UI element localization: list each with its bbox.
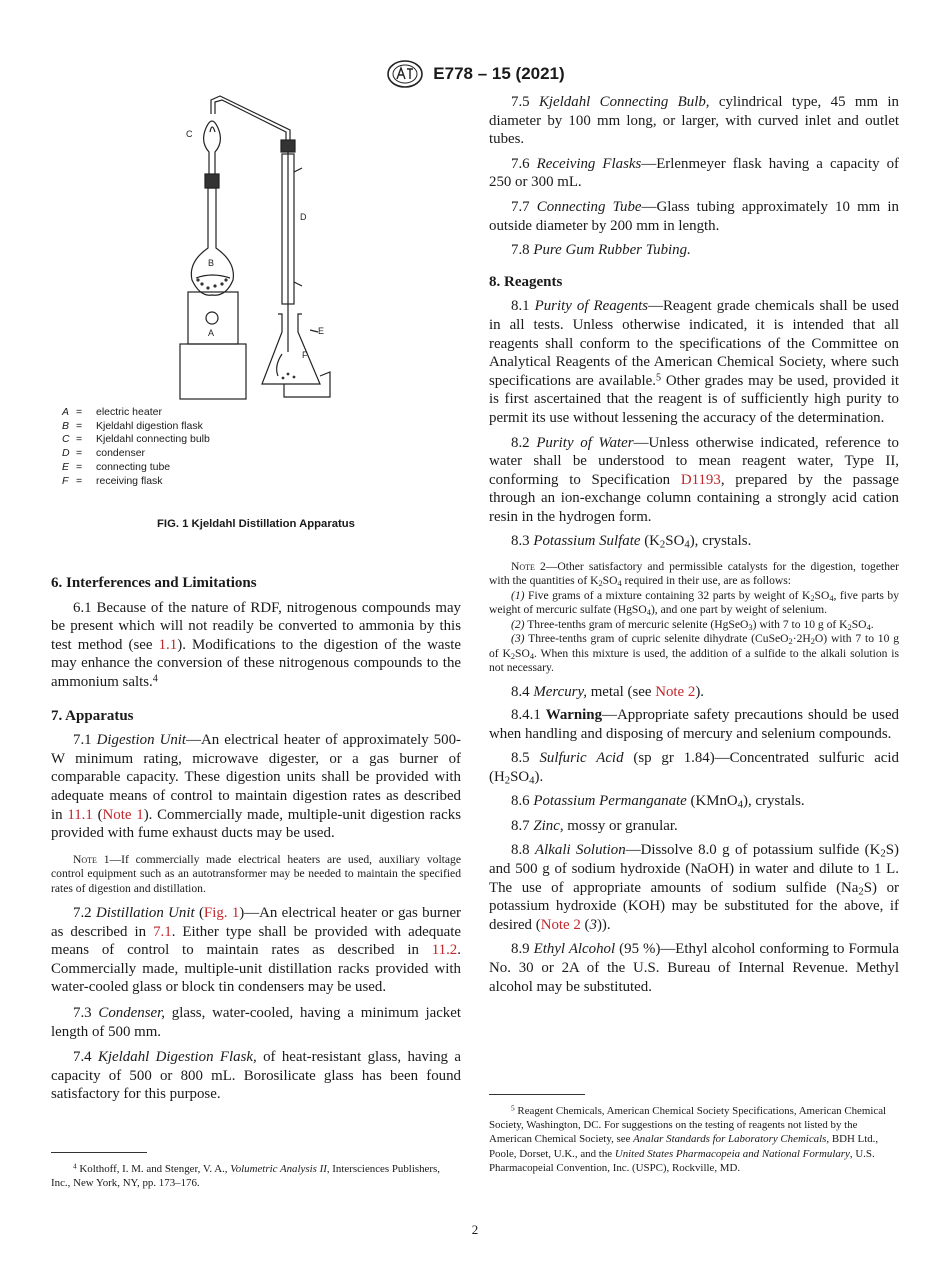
section-6-heading: 6. Interferences and Limitations [51, 575, 257, 591]
ref-link[interactable]: Note 2 [540, 916, 581, 933]
paragraph-7-2: 7.2 Distillation Unit (Fig. 1)—An electrical heater or gas burner as described in 7.1. Either type shall be provided with adequate means of control to maintain rates as described in 11.2. Commercially made, multiple-unit distillation racks provided with water-cooled glass or block tin condensers may be used. [51, 904, 462, 996]
ref-link[interactable]: Note 1 [102, 806, 144, 823]
paragraph-6-1: 6.1 Because of the nature of RDF, nitrogenous compounds may be present which will not readily be converted to ammonia by this test method (see 1.1). Modifications to the digestion of the waste may enhance the conversion of these nitrogenous compounds to the ammonium salts.$^4$ [51, 599, 462, 690]
legend-row: B = Kjeldahl digestion flask [62, 419, 203, 432]
paragraph-7-4: 7.4 Kjeldahl Digestion Flask, of heat-resistant glass, having a capacity of 500 or 800 mL. Borosilicate glass has been found satisfactory for this purpose. [51, 1049, 461, 1103]
legend-row: E = connecting tube [62, 460, 171, 473]
paragraph-8-5: 8.5 Sulfuric Acid (sp gr 1.84)—Concentrated sulfuric acid $(H_2SO_4)$. [489, 750, 899, 787]
footnote-4: $^4$ Kolthoff, I. M. and Stenger, V. A., Volumetric Analysis II, Intersciences Publishers, Inc., New York, NY, pp. 173–176. [51, 1161, 440, 1190]
receiving-flask-shape [262, 314, 320, 384]
figure-label-c: C [186, 129, 193, 139]
paragraph-7-6: 7.6 Receiving Flasks—Erlenmeyer flask having a capacity of 250 or 300 mL. [489, 155, 899, 191]
connecting-bulb-shape [204, 121, 221, 174]
ref-link[interactable]: 7.1 [153, 923, 172, 940]
footnote-5: $^5$ Reagent Chemicals, American Chemical Society Specifications, American Chemical Society, Washington, DC. For suggestions on the testing of reagents not listed by the American Chemical Society, see Analar Standards for Laboratory Chemicals, BDH Ltd., Poole, Dorset, U.K., and the United States Pharmacopeia and National Formulary, U.S. Pharmacopeial Convention, Inc. (USPC), Rockville, MD. [489, 1103, 887, 1174]
heater-base-shape [180, 344, 246, 399]
ref-link[interactable]: Fig. 1 [203, 904, 240, 921]
paragraph-8-6: 8.6 Potassium Permanganate (KMnO$_4$), crystals. [511, 793, 805, 811]
paragraph-7-3: 7.3 Condenser, glass, water-cooled, having a minimum jacket length of 500 mm. [51, 1004, 461, 1040]
section-7-heading: 7. Apparatus [51, 707, 134, 724]
footnote-rule [51, 1152, 147, 1153]
section-8-heading: 8. Reagents [489, 273, 563, 290]
paragraph-8-8: 8.8 Alkali Solution—Dissolve 8.0 g of potassium sulfide $(K_2S)$ and 500 g of sodium hydroxide (NaOH) in water and dilute to 1 L. The use of appropriate amounts of sodium sulfide $(Na_2S)$ or potassium hydroxide (KOH) may be substituted for the above, if desired (Note 2 (3)). [489, 842, 899, 933]
ref-link[interactable]: D1193 [680, 471, 721, 488]
kjeldahl-apparatus-figure [170, 92, 340, 402]
ref-link[interactable]: 11.1 [67, 806, 93, 823]
paragraph-8-4-1: 8.4.1 Warning—Appropriate safety precautions should be used when handling and disposing of mercury and selenium compounds. [489, 706, 899, 742]
page-number: 2 [471, 1222, 479, 1237]
astm-logo-icon [385, 58, 425, 90]
paragraph-8-1: 8.1 Purity of Reagents—Reagent grade chemicals shall be used in all tests. Unless otherwise indicated, it is intended that all reagents shall conform to the specifications of the Committee on Analytical Reagents of the American Chemical Society, where such specifications are available.$^5$ Other grades may be used, provided it is first ascertained that the reagent is of sufficiently high purity to permit its use without lessening the accuracy of the determination. [489, 298, 899, 426]
ref-link[interactable]: Note 2 [655, 684, 696, 701]
connecting-tube-shape [211, 96, 290, 140]
paragraph-8-7: 8.7 Zinc, mossy or granular. [511, 817, 678, 834]
figure-caption: FIG. 1 Kjeldahl Distillation Apparatus [157, 518, 355, 530]
paragraph-8-4: 8.4 Mercury, metal (see Note 2). [511, 684, 704, 701]
figure-label-f: F [302, 350, 308, 360]
footnote-rule [489, 1094, 585, 1095]
right-column [489, 93, 899, 996]
paragraph-7-7: 7.7 Connecting Tube—Glass tubing approximately 10 mm in outside diameter by 200 mm in length. [489, 198, 899, 234]
figure-label-d: D [300, 212, 307, 222]
footnote-4-block [51, 1162, 461, 1190]
figure-label-e: E [318, 326, 325, 336]
ref-link[interactable]: 11.2 [431, 942, 458, 959]
left-column [51, 574, 461, 1104]
figure-label-b: B [208, 258, 215, 268]
document-designation: E778 – 15 (2021) [433, 64, 565, 83]
paragraph-8-9: 8.9 Ethyl Alcohol (95 %)—Ethyl alcohol conforming to Formula No. 30 or 2A of the U.S. Bureau of Internal Revenue. Methyl alcohol may be substituted. [489, 941, 899, 995]
footnote-5-block [489, 1104, 899, 1175]
paragraph-8-3: 8.3 Potassium Sulfate $(K_2SO_4)$, crystals. [511, 533, 752, 552]
paragraph-7-5: 7.5 Kjeldahl Connecting Bulb, cylindrical type, 45 mm in diameter by 100 mm long, or larger, with curved inlet and outlet tubes. [489, 94, 899, 148]
note-2: Note 2—Other satisfactory and permissible catalysts for the digestion, together with the quantities of $K_2SO_4$ required in their use, are as follows: (1) Five grams of a mixture containing 32 parts by weight of $K_2SO_4$, five parts by weight of mercuric sulfate (HgSO$_4$), and one part by weight of selenium. (2) Three-tenths gram of mercuric selenite (HgSeO$_3$) with 7 to 10 g of $K_2SO_4$. (3) Three-tenths gram of cupric selenite dihydrate $(CuSeO_2\cdot 2H_2O)$ with 7 to 10 g of $K_2SO_4$. When this mixture is used, the addition of a sulfide to the alkali solution is not necessary. [489, 560, 900, 674]
paragraph-7-8: 7.8 Pure Gum Rubber Tubing. [511, 242, 691, 259]
paragraph-8-2: 8.2 Purity of Water—Unless otherwise indicated, reference to water shall be understood to mean reagent water, Type II, conforming to Specification D1193, prepared by the passage through an ion-exchange column containing a strongly acid cation resin in the hydrogen form. [489, 434, 899, 525]
legend-row: A = electric heater [62, 406, 162, 418]
paragraph-7-1: 7.1 Digestion Unit—An electrical heater of approximately 500-W minimum rating, microwave digester, or a gas burner of comparable capacity. These digestion units shall be provided with adequate means of control to maintain digestion rates as described in 11.1 (Note 1). Commercially made, multiple-unit digestion racks provided with fume exhaust ducts may be used. [51, 732, 461, 842]
legend-row: D = condenser [62, 447, 146, 460]
figure-label-a: A [208, 328, 215, 338]
ref-link[interactable]: 1.1 [158, 636, 178, 653]
figure-legend [62, 406, 210, 488]
legend-row: F = receiving flask [62, 474, 163, 487]
page-header [0, 58, 950, 90]
note-1: Note 1—If commercially made electrical heaters are used, auxiliary voltage control equipment such as an autotransformer may be needed to maintain the specified rates of digestion and distillation. [51, 852, 461, 895]
legend-row: C = Kjeldahl connecting bulb [62, 433, 210, 446]
